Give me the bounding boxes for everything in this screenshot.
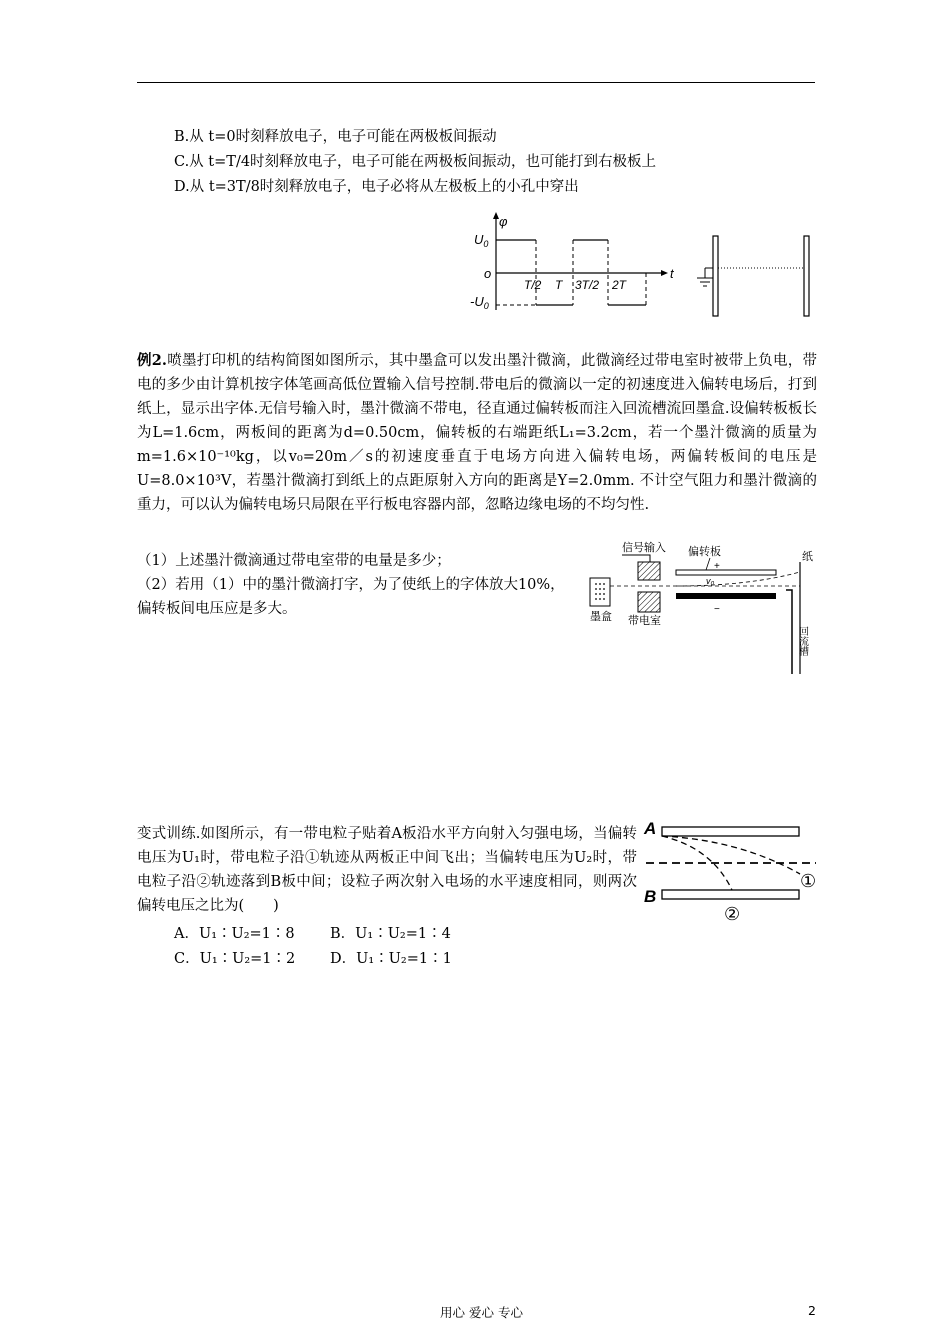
variant-option-d: D．U₁∶U₂=1∶1 (330, 951, 452, 967)
header-rule (137, 82, 815, 83)
return-trough-label: 回流槽 (796, 626, 808, 656)
plate-a (662, 827, 799, 836)
x-axis-arrow (661, 270, 668, 276)
plus-sign: + (714, 561, 720, 572)
example2-title: 例2. (137, 352, 167, 369)
u0-label: $U_0$ (474, 232, 489, 249)
variant-option-b: B．U₁∶U₂=1∶4 (330, 926, 451, 942)
trajectory-1 (662, 836, 800, 874)
signal-wire (622, 555, 650, 562)
y-axis-label: φ (499, 214, 508, 229)
variant-option-c: C．U₁∶U₂=1∶2 (174, 951, 296, 967)
trajectory-1-label: ① (800, 871, 817, 891)
tick-label: 2T (612, 278, 627, 292)
ink-box-label: 墨盒 (590, 611, 612, 623)
deflection-plate-label: 偏转板 (688, 546, 721, 558)
tick-label: T (555, 278, 563, 292)
option-d: D.从 t=3T/8时刻释放电子，电子必将从左极板上的小孔中穿出 (174, 179, 579, 195)
plate-label-leader (706, 558, 710, 570)
neg-u0-label: $-U_0$ (470, 294, 489, 311)
charge-room-label: 带电室 (628, 615, 661, 627)
page-number: 2 (808, 1303, 816, 1318)
tick-label: 3T/2 (575, 278, 600, 292)
plate-a-label: A (644, 819, 657, 838)
charge-room-top (638, 562, 660, 580)
plate-b-label: B (644, 887, 657, 906)
right-plate (804, 236, 809, 316)
lower-deflection-plate (676, 593, 776, 599)
example2-question-1: （1）上述墨汁微滴通过带电室带的电量是多少； (137, 553, 451, 569)
example2-text: 喷墨打印机的结构简图如图所示，其中墨盒可以发出墨汁微滴，此微滴经过带电室时被带上负电，带电的多少由计算机按字体笔画高低位置输入信号控制.带电后的微滴以一定的初速度进入偏转电场后，打到纸上，显示出字体.无信号输入时，墨汁微滴不带电，径直通过偏转板而注入回流槽流回墨盒.设偏转板板长为L=1.6cm，两板间的距离为d=0.50cm，偏转板的右端距纸L₁=3.2cm，若一个墨汁微滴的质量为m=1.6×10⁻¹⁰kg，以v₀=20m／s的初速度垂直于电场方向进入偏转电场，两偏转板间的电压是U=8.0×10³V，若墨汁微滴打到纸上的点距原射入方向的距离是Y=2.0mm. 不计空气阻力和墨汁微滴的重力，可以认为偏转电场只局限在平行板电容器内部，忽略边缘电场的不均匀性. (137, 353, 818, 513)
example2-paragraph (137, 349, 817, 517)
paper-label: 纸 (802, 551, 813, 563)
inkjet-printer-diagram (588, 538, 820, 678)
option-c: C.从 t=T/4时刻释放电子，电子可能在两极板间振动，也可能打到右极板上 (174, 154, 657, 170)
option-b: B.从 t=0时刻释放电子，电子可能在两极板间振动 (174, 129, 497, 145)
upper-deflection-plate (676, 570, 776, 575)
variant-option-a: A．U₁∶U₂=1∶8 (174, 926, 295, 942)
footer-slogan: 用心 爱心 专心 (440, 1305, 523, 1320)
left-plate (713, 236, 718, 316)
ink-box (590, 578, 610, 606)
v0-label: v₀ (706, 576, 715, 586)
tick-label: T/2 (524, 278, 542, 292)
example2-question-2: （2）若用（1）中的墨汁微滴打字，为了使纸上的字体放大10%，偏转板间电压应是多大。 (137, 577, 565, 617)
trajectory-2-label: ② (724, 904, 741, 924)
origin-label: o (484, 266, 492, 281)
minus-sign: − (714, 604, 720, 615)
parallel-plates-diagram (640, 812, 830, 932)
signal-input-label: 信号输入 (622, 542, 666, 554)
x-axis-label: t (670, 266, 674, 281)
return-trough (786, 590, 792, 674)
variant-paragraph: 变式训练.如图所示，有一带电粒子贴着A板沿水平方向射入匀强电场，当偏转电压为U₁时，带电粒子沿①轨迹从两板正中间飞出；当偏转电压为U₂时，带电粒子沿②轨迹落到B板中间；设粒子两次射入电场的水平速度相同，则两次偏转电压之比为( ) (137, 826, 637, 914)
charge-room-bottom (638, 592, 660, 612)
plate-b (662, 890, 799, 899)
voltage-graph-figure (468, 210, 818, 320)
